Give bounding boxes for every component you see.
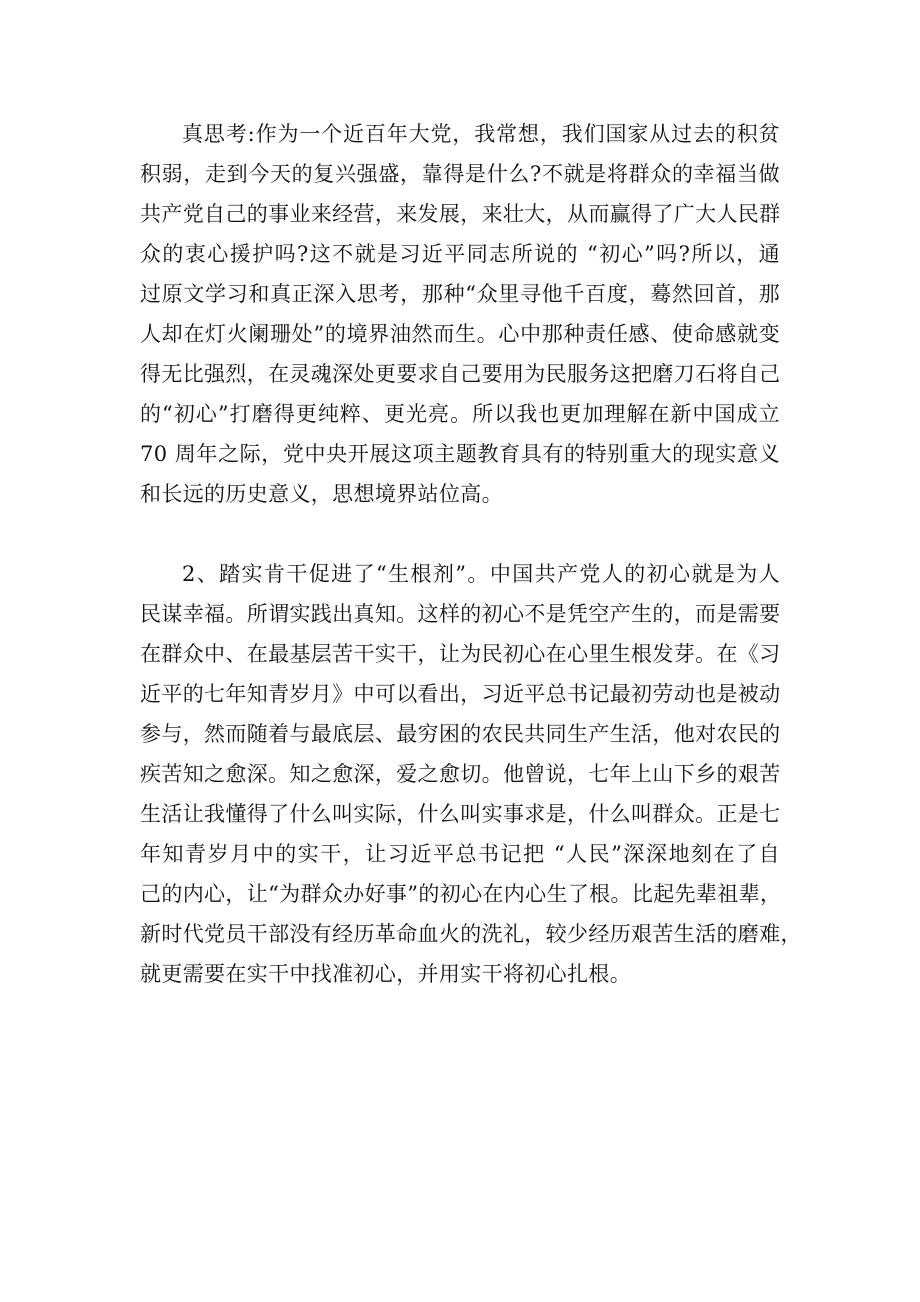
text-line: 参与，然而随着与最底层、最穷困的农民共同生产生活，他对农民的 [140,722,781,746]
text-line: 生活让我懂得了什么叫实际，什么叫实事求是，什么叫群众。正是七 [140,802,781,826]
text-line: 近平的七年知青岁月》中可以看出，习近平总书记最初劳动也是被动 [140,682,781,706]
text-line: 众的衷心援护吗?这不就是习近平同志所说的 “初心”吗?所以，通 [140,242,780,266]
text-line: 民谋幸福。所谓实践出真知。这样的初心不是凭空产生的，而是需要 [140,602,781,626]
text-line: 己的内心，让“为群众办好事”的初心在内心生了根。比起先辈祖辈， [140,882,782,906]
text-line: 共产党自己的事业来经营，来发展，来壮大，从而赢得了广大人民群 [140,202,781,226]
paragraph-spacer [140,514,780,554]
text-line: 过原文学习和真正深入思考，那种“众里寻他千百度，蓦然回首，那 [140,282,780,306]
text-line: 年知青岁月中的实干，让习近平总书记把 “人民”深深地刻在了自 [140,842,780,866]
text-line: 就更需要在实干中找准初心，并用实干将初心扎根。 [140,962,632,986]
text-line: 真思考:作为一个近百年大党，我常想，我们国家从过去的积贫 [182,122,780,146]
text-line: 70 周年之际，党中央开展这项主题教育具有的特别重大的现实意义 [140,442,780,466]
text-line: 2、踏实肯干促进了“生根剂”。中国共产党人的初心就是为人 [182,562,780,586]
text-line: 在群众中、在最基层苦干实干，让为民初心在心里生根发芽。在《习 [140,642,781,666]
text-line: 的“初心”打磨得更纯粹、更光亮。所以我也更加理解在新中国成立 [140,402,780,426]
text-line: 得无比强烈，在灵魂深处更要求自己要用为民服务这把磨刀石将自己 [140,362,781,386]
paragraph-2 [140,554,802,994]
text-line: 积弱，走到今天的复兴强盛，靠得是什么?不就是将群众的幸福当做 [140,162,780,186]
document-body [140,114,802,994]
text-line: 新时代党员干部没有经历革命血火的洗礼，较少经历艰苦生活的磨难， [140,922,802,946]
text-line: 人却在灯火阑珊处”的境界油然而生。心中那种责任感、使命感就变 [140,322,780,346]
text-line: 疾苦知之愈深。知之愈深，爱之愈切。他曾说，七年上山下乡的艰苦 [140,762,781,786]
paragraph-1 [140,114,780,514]
text-line: 和长远的历史意义，思想境界站位高。 [140,482,503,506]
